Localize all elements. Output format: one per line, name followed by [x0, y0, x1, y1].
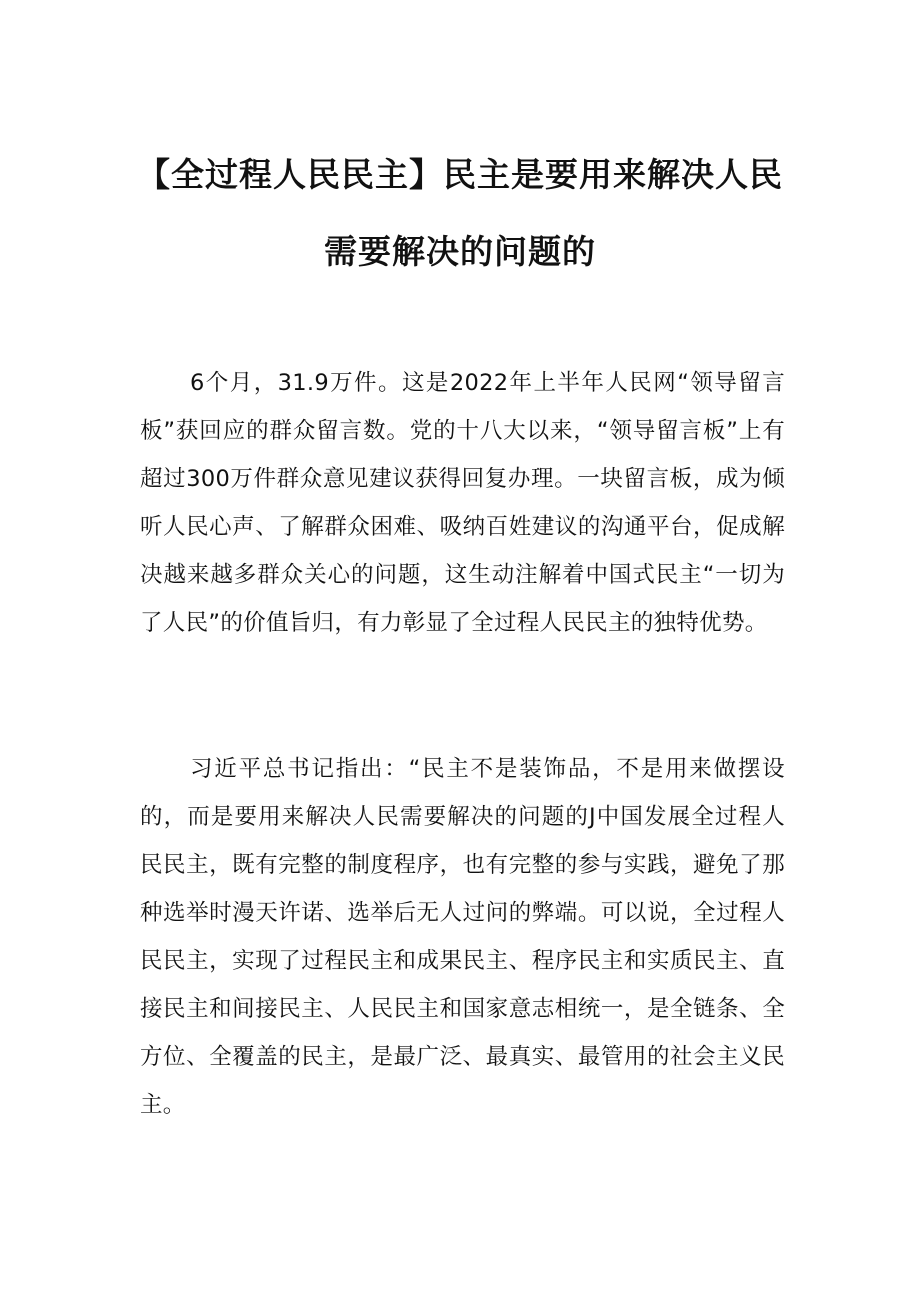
document-title-line-2: 需要解决的问题的 [324, 232, 596, 271]
paragraph-2: 习近平总书记指出：“民主不是装饰品，不是用来做摆设的，而是要用来解决人民需要解决的问题的J中国发展全过程人民民主，既有完整的制度程序，也有完整的参与实践，避免了那种选举时漫天许诺、选举后无人过问的弊端。可以说，全过程人民民主，实现了过程民主和成果民主、程序民主和实质民主、直接民主和间接民主、人民民主和国家意志相统一，是全链条、全方位、全覆盖的民主，是最广泛、最真实、最管用的社会主义民主。 [140, 756, 785, 1118]
document-title-line-1: 【全过程人民民主】民主是要用来解决人民 [137, 155, 783, 194]
paragraph-1: 6个月，31.9万件。这是2022年上半年人民网“领导留言板”获回应的群众留言数。党的十八大以来，“领导留言板”上有超过300万件群众意见建议获得回复办理。一块留言板，成为倾听人民心声、了解群众困难、吸纳百姓建议的沟通平台，促成解决越来越多群众关心的问题，这生动注解着中国式民主“一切为了人民”的价值旨归，有力彰显了全过程人民民主的独特优势。 [140, 370, 785, 636]
